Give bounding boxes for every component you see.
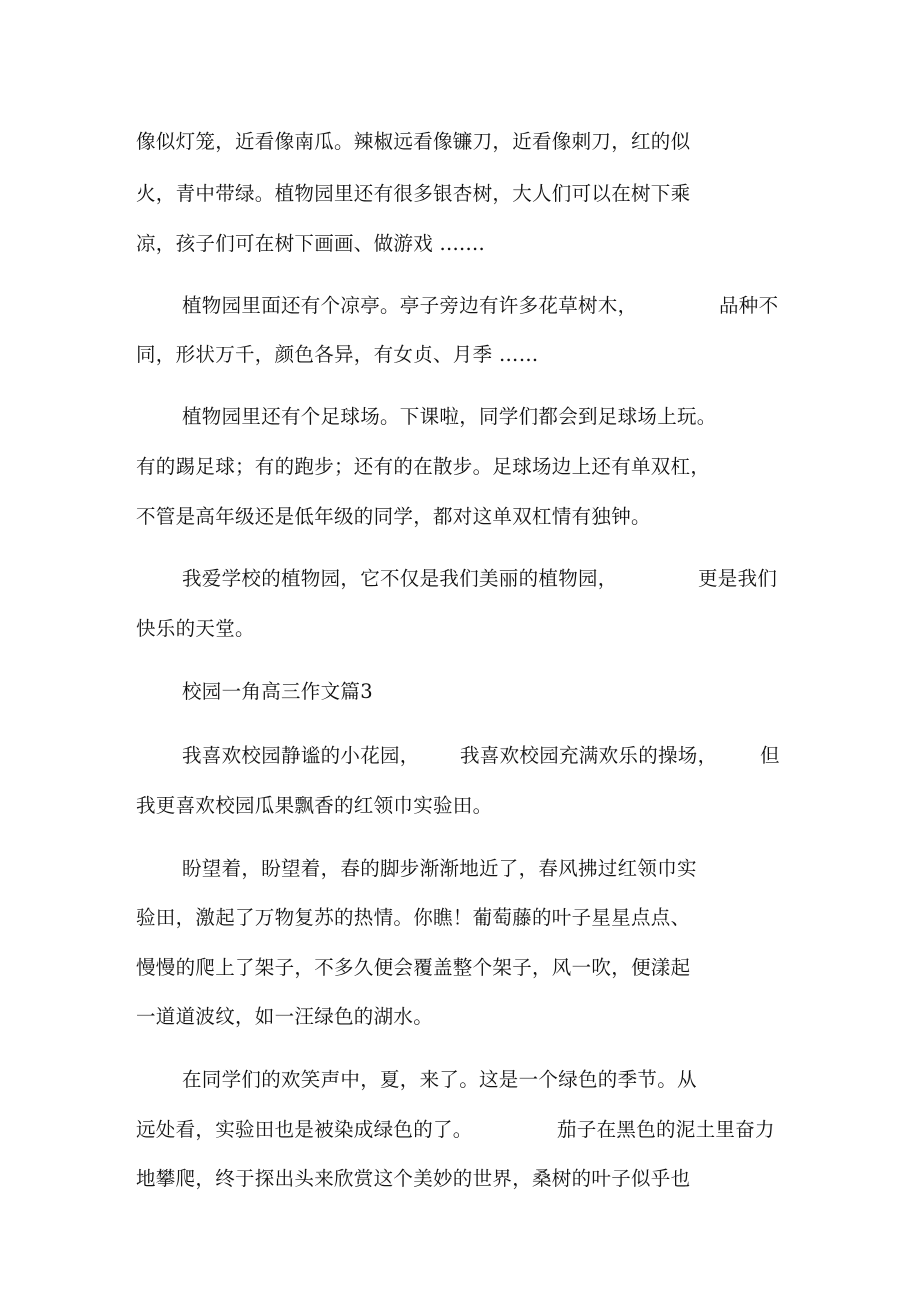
paragraph-5-line-2: 我更喜欢校园瓜果飘香的红领巾实验田。: [136, 794, 493, 817]
paragraph-7-line-2a: 远处看，实验田也是被染成绿色的了。: [136, 1118, 473, 1141]
paragraph-6-line-2: 验田，激起了万物复苏的热情。你瞧！葡萄藤的叶子星星点点、: [136, 906, 691, 929]
paragraph-3-line-2: 有的踢足球；有的跑步；还有的在散步。足球场边上还有单双杠，: [136, 455, 711, 478]
paragraph-4-line-2: 快乐的天堂。: [136, 617, 255, 640]
paragraph-4-line-1b: 更是我们: [698, 567, 778, 590]
paragraph-1-line-2: 火，青中带绿。植物园里还有很多银杏树，大人们可以在树下乘: [136, 182, 691, 205]
paragraph-5-line-1b: 我喜欢校园充满欢乐的操场，: [460, 744, 718, 767]
paragraph-5-line-1c: 但: [760, 744, 780, 767]
paragraph-2-line-1a: 植物园里面还有个凉亭。亭子旁边有许多花草树木，: [182, 294, 638, 317]
paragraph-6-line-4: 一道道波纹，如一汪绿色的湖水。: [136, 1005, 434, 1028]
paragraph-2-line-1b: 品种不: [719, 294, 779, 317]
paragraph-5-line-1a: 我喜欢校园静谧的小花园，: [182, 744, 420, 767]
paragraph-3-line-1: 植物园里还有个足球场。下课啦，同学们都会到足球场上玩。: [182, 405, 717, 428]
paragraph-7-line-1: 在同学们的欢笑声中，夏，来了。这是一个绿色的季节。从: [182, 1068, 697, 1091]
paragraph-7-line-3: 地攀爬，终于探出头来欣赏这个美妙的世界，桑树的叶子似乎也: [136, 1167, 691, 1190]
paragraph-4-line-1a: 我爱学校的植物园，它不仅是我们美丽的植物园，: [182, 567, 618, 590]
paragraph-6-line-1: 盼望着，盼望着，春的脚步渐渐地近了，春风拂过红领巾实: [182, 857, 697, 880]
paragraph-6-line-3: 慢慢的爬上了架子，不多久便会覆盖整个架子，风一吹，便漾起: [136, 956, 691, 979]
paragraph-3-line-3: 不管是高年级还是低年级的同学，都对这单双杠情有独钟。: [136, 505, 651, 528]
paragraph-1-line-3: 凉，孩子们可在树下画画、做游戏 .......: [136, 232, 485, 255]
paragraph-2-line-2: 同，形状万千，颜色各异，有女贞、月季 ……: [136, 343, 539, 366]
section-heading: 校园一角高三作文篇3: [182, 680, 373, 703]
paragraph-7-line-2b: 茄子在黑色的泥土里奋力: [557, 1118, 775, 1141]
paragraph-1-line-1: 像似灯笼，近看像南瓜。辣椒远看像镰刀，近看像刺刀，红的似: [136, 130, 691, 153]
